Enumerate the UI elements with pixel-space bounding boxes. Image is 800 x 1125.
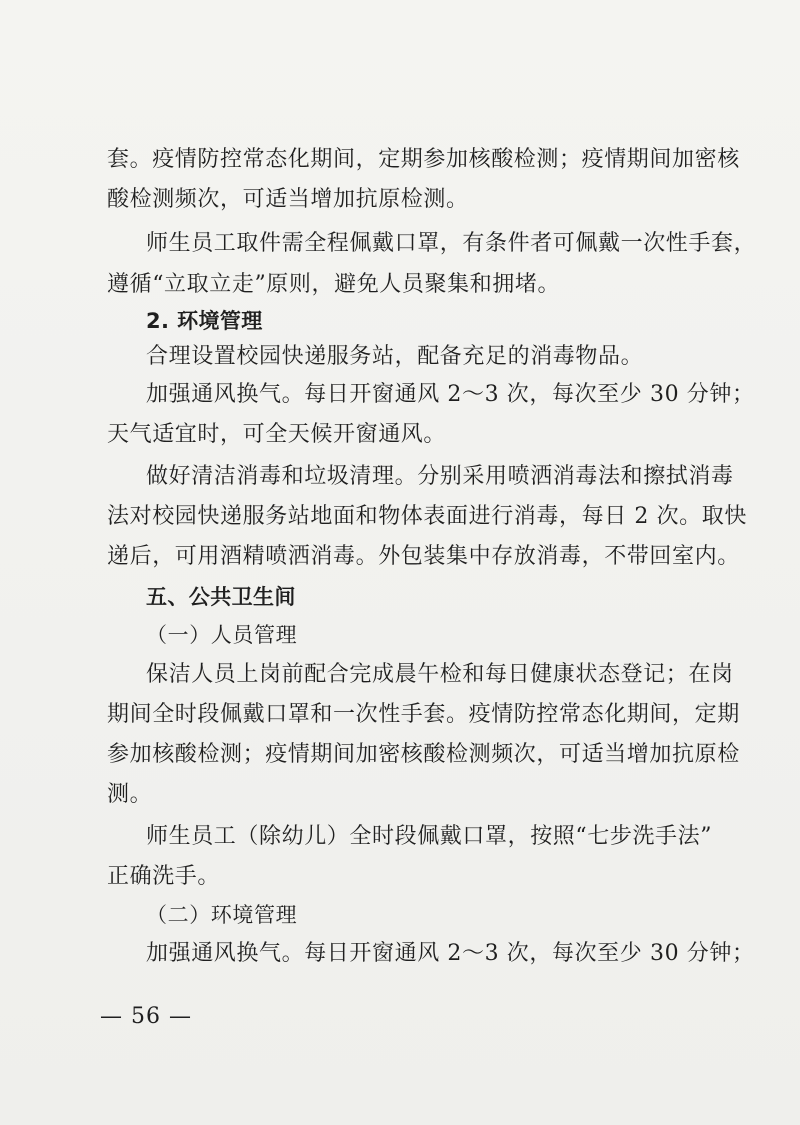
paragraph-line: 递后，可用酒精喷洒消毒。外包装集中存放消毒，不带回室内。 [107, 544, 740, 569]
paragraph-line: 法对校园快递服务站地面和物体表面进行消毒，每日 2 次。取快 [107, 504, 747, 529]
paragraph-line: 天气适宜时，可全天候开窗通风。 [107, 422, 447, 447]
paragraph-line: 酸检测频次，可适当增加抗原检测。 [107, 187, 469, 212]
paragraph-line: 套。疫情防控常态化期间，定期参加核酸检测；疫情期间加密核 [107, 147, 740, 172]
subsection-heading: （二）环境管理 [146, 903, 298, 927]
paragraph-line: 师生员工（除幼儿）全时段佩戴口罩，按照“七步洗手法” [146, 824, 713, 849]
paragraph-line: 参加核酸检测；疫情期间加密核酸检测频次，可适当增加抗原检 [107, 742, 740, 767]
chapter-heading: 五、公共卫生间 [146, 585, 296, 609]
paragraph-line: 遵循“立取立走”原则，避免人员聚集和拥堵。 [107, 272, 561, 297]
section-heading: 2. 环境管理 [146, 309, 263, 333]
page-number: — 56 — [100, 1004, 192, 1029]
subsection-heading: （一）人员管理 [146, 623, 298, 647]
paragraph-line: 正确洗手。 [107, 864, 221, 889]
paragraph-line: 测。 [107, 782, 153, 807]
paragraph-line: 期间全时段佩戴口罩和一次性手套。疫情防控常态化期间，定期 [107, 702, 740, 727]
paragraph-line: 加强通风换气。每日开窗通风 2～3 次，每次至少 30 分钟； [146, 941, 755, 966]
paragraph-line: 师生员工取件需全程佩戴口罩，有条件者可佩戴一次性手套， [146, 231, 757, 256]
paragraph-line: 做好清洁消毒和垃圾清理。分别采用喷洒消毒法和擦拭消毒 [146, 464, 734, 489]
paragraph-line: 合理设置校园快递服务站，配备充足的消毒物品。 [146, 344, 644, 369]
paragraph-line: 保洁人员上岗前配合完成晨午检和每日健康状态登记；在岗 [146, 662, 734, 687]
paragraph-line: 加强通风换气。每日开窗通风 2～3 次，每次至少 30 分钟； [146, 382, 755, 407]
